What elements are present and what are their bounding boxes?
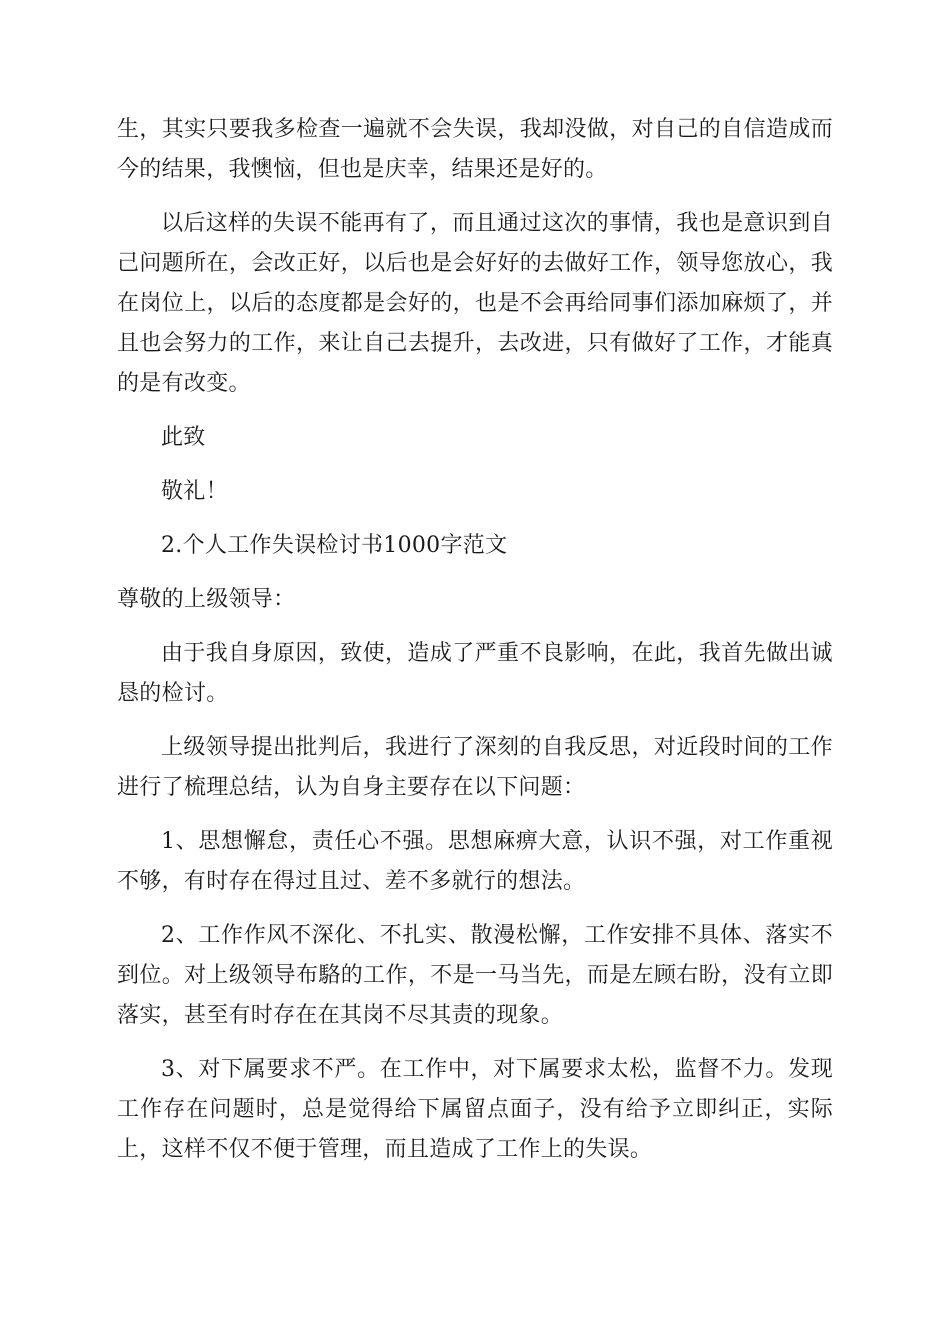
greeting: 尊敬的上级领导： (117, 587, 296, 612)
paragraph-future-commitment: 以后这样的失误不能再有了，而且通过这次的事情，我也是意识到自己问题所在，会改正好，以后也是会好好的去做好工作，领导您放心，我在岗位上，以后的态度都是会好的，也是不会再给同事们添加麻烦了，并且也会努力的工作，来让自己去提升，去改进，只有做好了工作，才能真的是有改变。 (117, 211, 833, 396)
list-item-2: 2、工作作风不深化、不扎实、散漫松懈，工作安排不具体、落实不到位。对上级领导布駱的工作，不是一马当先，而是左顾右盼，没有立即落实，甚至有时存在在其岗不尽其责的现象。 (117, 923, 833, 1028)
list-item-1: 1、思想懈怠，责任心不强。思想麻痹大意，认识不强，对工作重视不够，有时存在得过且过、差不多就行的想法。 (117, 829, 833, 894)
list-item-3: 3、对下属要求不严。在工作中，对下属要求太松，监督不力。发现工作存在问题时，总是觉得给下属留点面子，没有给予立即纠正，实际上，这样不仅不便于管理，而且造成了工作上的失误。 (117, 1057, 833, 1162)
paragraph-continuation: 生，其实只要我多检查一遍就不会失误，我却没做，对自己的自信造成而今的结果，我懊恼，但也是庆幸，结果还是好的。 (117, 117, 833, 182)
closing-regards: 敬礼！ (161, 479, 228, 504)
paragraph-opening: 由于我自身原因，致使，造成了严重不良影响，在此，我首先做出诚恳的检讨。 (117, 641, 833, 706)
closing-salutation: 此致 (161, 425, 206, 450)
section-heading: 2.个人工作失误检讨书1000字范文 (161, 533, 508, 558)
document-body (117, 110, 833, 1184)
paragraph-reflection: 上级领导提出批判后，我进行了深刻的自我反思，对近段时间的工作进行了梳理总结，认为自身主要存在以下问题： (117, 735, 833, 800)
